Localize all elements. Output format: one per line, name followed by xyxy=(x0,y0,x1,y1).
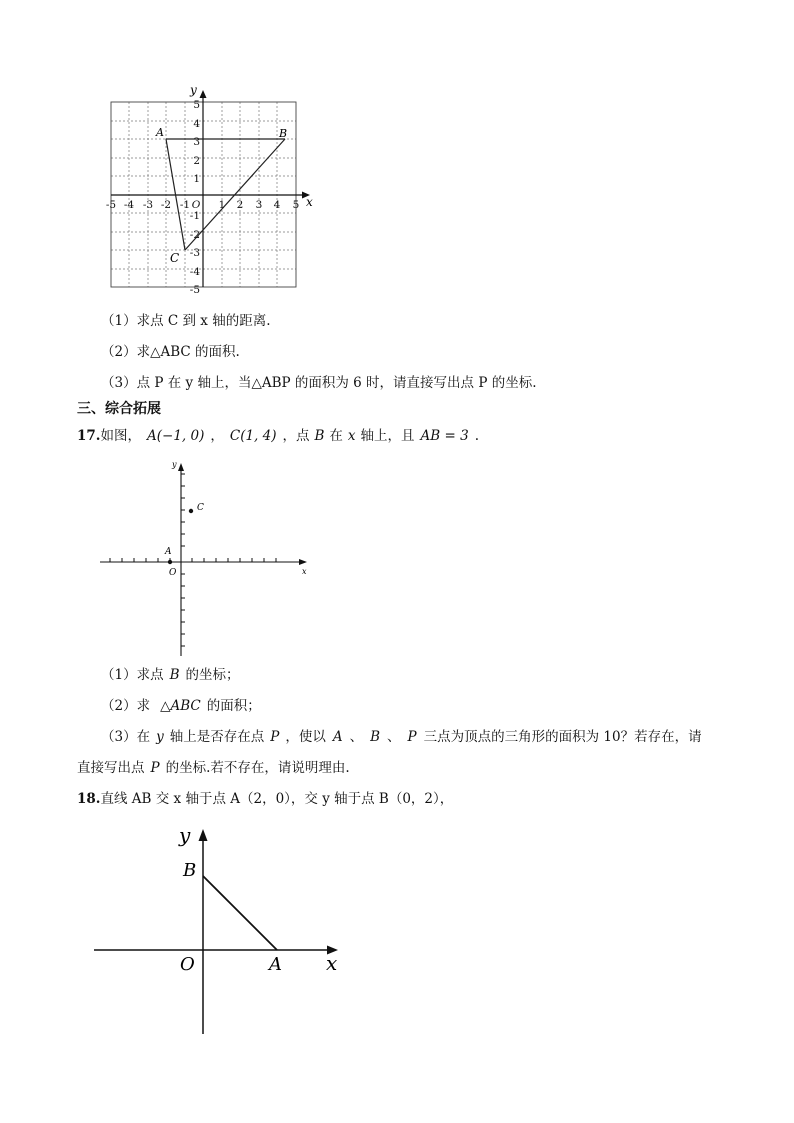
y-tick-label: 3 xyxy=(193,136,200,148)
q17-part3-text: ，使以 xyxy=(285,729,326,745)
q17-part3-var: B xyxy=(370,729,380,745)
q17-part2-text: 的面积； xyxy=(206,698,261,714)
x-tick-label: 5 xyxy=(292,199,300,211)
q17-part1 xyxy=(101,666,240,684)
q17-part3-var: A xyxy=(332,729,343,745)
x-axis-label: x xyxy=(326,951,338,975)
y-axis-arrow xyxy=(178,463,184,471)
q17-part2-text: （2）求 xyxy=(101,698,151,714)
q17-coord-a: A(−1, 0) xyxy=(147,428,205,444)
q17-part3-var: P xyxy=(150,760,160,776)
line-ab xyxy=(203,876,277,950)
y-axis-arrow xyxy=(200,90,207,98)
point-a xyxy=(168,560,172,564)
y-tick-label: -3 xyxy=(189,247,200,259)
figure-1-grid xyxy=(100,80,330,295)
q17-stem-text: 如图， xyxy=(100,428,141,444)
q18-stem xyxy=(77,790,453,808)
q17-stem: 17.如图， A(−1, 0) ， C(1, 4) ，点 B 在 x 轴上，且 AB = 3 . xyxy=(77,428,479,444)
q17-stem-text: ，点 xyxy=(282,428,310,444)
y-tick-label: -1 xyxy=(189,210,200,222)
x-tick-label: -5 xyxy=(105,199,117,211)
y-tick-label: 5 xyxy=(193,99,200,111)
x-tick-label: 3 xyxy=(255,199,263,211)
q17-part1-var: B xyxy=(169,667,180,683)
x-tick-label: 1 xyxy=(218,199,226,211)
q17-part1-text: （1）求点 xyxy=(101,667,164,683)
point-c xyxy=(189,509,193,513)
y-tick-label: -4 xyxy=(189,266,200,278)
point-c-label: C xyxy=(197,503,204,513)
q17-part1-text: 的坐标； xyxy=(185,667,240,683)
q17-coord-c: C(1, 4) xyxy=(229,428,277,444)
q17-part3-var: P xyxy=(407,729,417,745)
q17-part2 xyxy=(101,697,261,715)
q17-part3-line2 xyxy=(77,759,350,777)
q17-part3-text: 、 xyxy=(349,729,364,745)
y-ticks xyxy=(181,474,185,646)
y-tick-label: 4 xyxy=(193,118,200,130)
q17-stem-text: 在 xyxy=(329,428,343,444)
q17-ab-equation: AB = 3 xyxy=(420,428,469,444)
origin-label: O xyxy=(180,954,195,975)
x-tick-label: -1 xyxy=(179,199,191,211)
y-tick-label: -2 xyxy=(189,229,200,241)
origin-label: O xyxy=(191,199,201,211)
q17-part3-text: 直接写出点 xyxy=(77,760,145,776)
x-tick-label: -3 xyxy=(142,199,154,211)
q17-stem-text: 轴上，且 xyxy=(360,428,415,444)
section-title: 三、综合拓展 xyxy=(77,401,161,417)
figure-3-line-ab xyxy=(90,820,350,1040)
point-a-label: A xyxy=(165,547,172,557)
figure-2-axes xyxy=(95,455,315,665)
y-tick-label: -5 xyxy=(189,284,200,295)
x-axis-label: x xyxy=(302,567,307,576)
point-a-label: A xyxy=(269,954,282,975)
q17-part3-var: P xyxy=(270,729,280,745)
x-tick-label: -2 xyxy=(160,199,172,211)
x-axis-arrow xyxy=(299,559,307,565)
question-number: 18. xyxy=(77,791,101,807)
q16-part1: （1）求点 C 到 x 轴的距离. xyxy=(101,313,271,329)
y-axis-arrow xyxy=(199,829,208,841)
q18-stem-text: 直线 AB 交 x 轴于点 A（2，0），交 y 轴于点 B（0，2）， xyxy=(100,791,454,807)
q17-part3-text: （3）在 xyxy=(101,729,151,745)
q17-part3-text: 的坐标.若不存在，请说明理由. xyxy=(165,760,350,776)
y-tick-label: 1 xyxy=(193,173,200,185)
q17-part3-text: 轴上是否存在点 xyxy=(169,729,265,745)
x-tick-label: -4 xyxy=(123,199,135,211)
x-tick-label: 2 xyxy=(236,199,244,211)
q17-part3-line1 xyxy=(101,728,702,746)
q16-part2: （2）求△ABC 的面积. xyxy=(101,344,240,360)
x-ticks xyxy=(110,558,276,562)
q16-part3: （3）点 P 在 y 轴上，当△ABP 的面积为 6 时，请直接写出点 P 的坐标. xyxy=(101,375,537,391)
x-axis-label: x xyxy=(306,195,313,209)
q17-part3-text: 三点为顶点的三角形的面积为 10？若存在，请 xyxy=(423,729,702,745)
point-c-label: C xyxy=(170,251,180,265)
q17-part3-text: 、 xyxy=(387,729,401,745)
q17-var-x: x xyxy=(347,428,356,444)
q17-var-b: B xyxy=(314,428,325,444)
point-a-label: A xyxy=(156,126,164,139)
y-tick-label: 2 xyxy=(193,155,200,167)
q17-part2-var: △ABC xyxy=(160,698,201,714)
y-axis-label: y xyxy=(179,823,191,847)
question-number: 17. xyxy=(77,428,101,444)
origin-label: O xyxy=(169,568,177,578)
q17-part3-var: y xyxy=(156,729,164,745)
x-tick-label: 4 xyxy=(273,199,281,211)
point-b-label: B xyxy=(183,860,197,881)
y-axis-label: y xyxy=(172,460,177,469)
y-axis-label: y xyxy=(190,83,197,97)
point-b-label: B xyxy=(279,127,288,140)
